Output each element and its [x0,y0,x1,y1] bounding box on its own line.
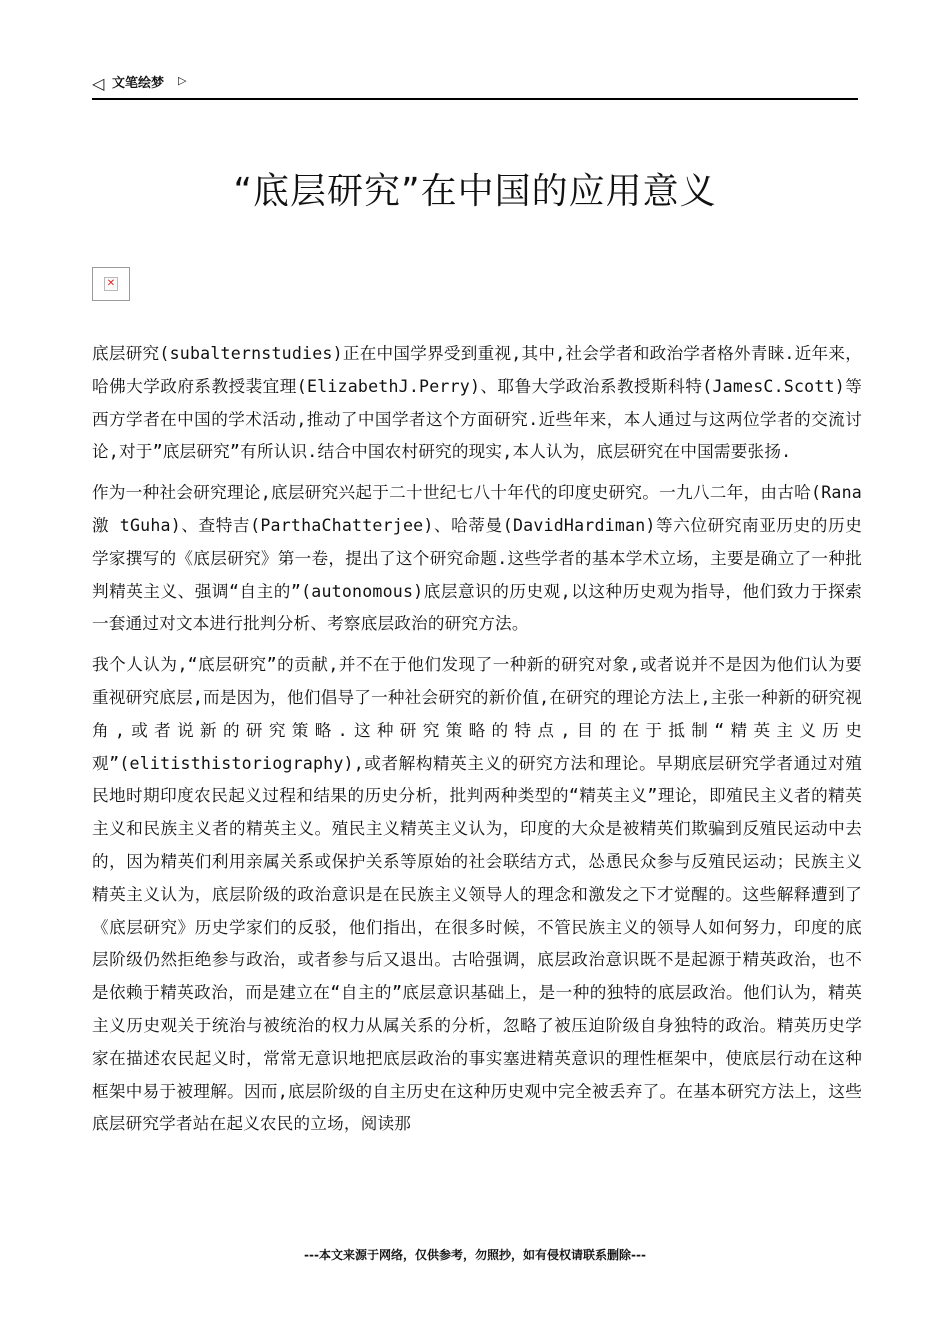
broken-image-placeholder [92,267,130,301]
header-text: 文笔绘梦 [112,76,165,91]
paragraph: 作为一种社会研究理论,底层研究兴起于二十世纪七八十年代的印度史研究。一九八二年，由古哈(Rana 激 tGuha)、查特吉(ParthaChatterjee)、哈蒂曼(DavidHardiman)等六位研究南亚历史的历史学家撰写的《底层研究》第一卷，提出了这个研究命题.这些学者的基本学术立场，主要是确立了一种批判精英主义、强调“自主的”(autonomous)底层意识的历史观,以这种历史观为指导，他们致力于探索一套通过对文本进行批判分析、考察底层政治的研究方法。 [92,483,862,634]
broken-image-icon: ✕ [104,277,118,291]
page-footer-note: ---本文来源于网络，仅供参考，勿照抄，如有侵权请联系删除--- [304,1248,646,1262]
paragraph: 底层研究(subalternstudies)正在中国学界受到重视,其中,社会学者和政治学者格外青睐.近年来，哈佛大学政府系教授裴宜理(ElizabethJ.Perry)、耶鲁大学政治系教授斯科特(JamesC.Scott)等西方学者在中国的学术活动,推动了中国学者这个方面研究.近些年来，本人通过与这两位学者的交流讨论,对于”底层研究”有所认识.结合中国农村研究的现实,本人认为，底层研究在中国需要张扬. [92,344,862,462]
paragraph: 我个人认为,“底层研究”的贡献,并不在于他们发现了一种新的研究对象,或者说并不是因为他们认为要重视研究底层,而是因为，他们倡导了一种社会研究的新价值,在研究的理论方法上,主张一种新的研究视角,或者说新的研究策略.这种研究策略的特点,目的在于抵制“精英主义历史观”(elitisthistoriography),或者解构精英主义的研究方法和理论。早期底层研究学者通过对殖民地时期印度农民起义过程和结果的历史分析，批判两种类型的“精英主义”理论，即殖民主义者的精英主义和民族主义者的精英主义。殖民主义精英主义认为，印度的大众是被精英们欺骗到反殖民运动中去的，因为精英们利用亲属关系或保护关系等原始的社会联结方式，怂恿民众参与反殖民运动；民族主义精英主义认为，底层阶级的政治意识是在民族主义领导人的理念和激发之下才觉醒的。这些解释遭到了《底层研究》历史学家们的反驳，他们指出，在很多时候，不管民族主义的领导人如何努力，印度的底层阶级仍然拒绝参与政治，或者参与后又退出。古哈强调，底层政治意识既不是起源于精英政治，也不是依赖于精英政治，而是建立在“自主的”底层意识基础上，是一种的独特的底层政治。他们认为，精英主义历史观关于统治与被统治的权力从属关系的分析，忽略了被压迫阶级自身独特的政治。精英历史学家在描述农民起义时，常常无意识地把底层政治的事实塞进精英意识的理性框架中，使底层行动在这种框架中易于被理解。因而,底层阶级的自主历史在这种历史观中完全被丢弃了。在基本研究方法上，这些底层研究学者站在起义农民的立场，阅读那 [92,655,862,1134]
right-triangle-icon: ▷ [178,74,187,87]
page-header [92,72,858,100]
document-body [92,338,862,1149]
document-title: “底层研究”在中国的应用意义 [233,171,717,212]
left-triangle-icon: ◁ [92,74,105,93]
